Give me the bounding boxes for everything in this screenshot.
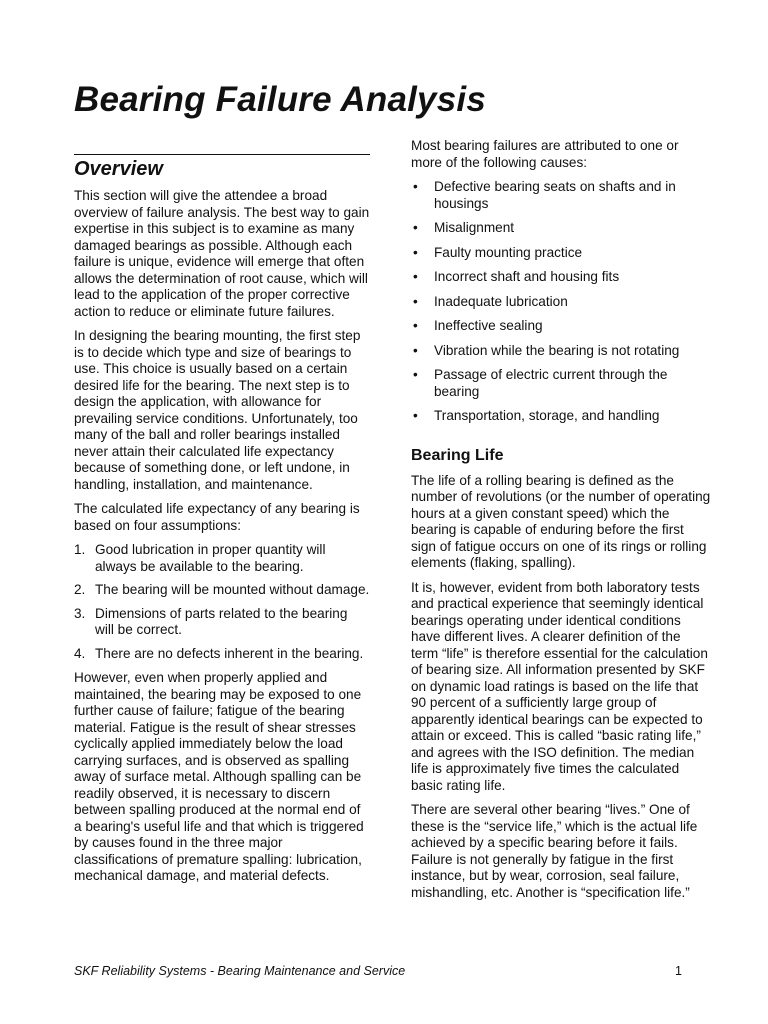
bearing-life-paragraph: The life of a rolling bearing is defined as the number of revolutions (or the number of operating hours at a given constant speed) which the bearing is capable of enduring before the first sign of fatigue occurs on one of its rings or rolling elements (flaking, spalling).: [411, 472, 711, 570]
list-item: [74, 646, 370, 663]
overview-heading: Overview: [74, 154, 370, 180]
left-column: [74, 154, 370, 893]
bullet-icon: •: [413, 318, 418, 333]
footer-text: SKF Reliability Systems - Bearing Maintenance and Service: [74, 964, 406, 978]
list-item-text: The bearing will be mounted without damage.: [95, 582, 370, 597]
list-item-text: Faulty mounting practice: [434, 244, 583, 260]
overview-paragraph: In designing the bearing mounting, the first step is to decide which type and size of bearings to use. This choice is usually based on a certain desired life for the bearing. The next step is to design the application, with allowance for prevailing service conditions. Unfortunately, too many of the ball and roller bearings installed never attain their calculated life expectancy because of something done, or left undone, in handling, installation, and maintenance.: [74, 328, 361, 492]
list-item-text: Defective bearing seats on shafts and in housings: [434, 179, 676, 211]
list-item-text: There are no defects inherent in the bearing.: [95, 645, 364, 661]
bullet-icon: •: [413, 408, 418, 423]
bearing-life-heading: Bearing Life: [411, 446, 504, 464]
document-title: Bearing Failure Analysis: [74, 80, 486, 119]
causes-list: [411, 179, 711, 425]
list-item-text: Dimensions of parts related to the bearing will be correct.: [95, 605, 348, 637]
assumptions-list: [74, 542, 370, 662]
bullet-icon: •: [413, 342, 418, 358]
list-item: [411, 318, 711, 335]
list-item: [411, 179, 711, 212]
list-item-text: Vibration while the bearing is not rotating: [434, 342, 680, 358]
list-item-text: Transportation, storage, and handling: [434, 408, 660, 423]
list-item: [74, 582, 370, 599]
list-item: [74, 542, 370, 575]
bullet-icon: •: [413, 367, 418, 382]
bullet-icon: •: [413, 293, 418, 309]
causes-intro: Most bearing failures are attributed to one or more of the following causes:: [411, 138, 679, 170]
bullet-icon: •: [413, 244, 418, 260]
list-item: [411, 220, 711, 237]
list-item: [74, 606, 370, 639]
list-item-text: Inadequate lubrication: [434, 293, 568, 309]
list-item: [411, 408, 711, 425]
page-footer: [74, 964, 682, 978]
list-item: [411, 367, 711, 400]
list-number: 2.: [74, 582, 86, 597]
bullet-icon: •: [413, 269, 418, 284]
bearing-life-paragraph: It is, however, evident from both laboratory tests and practical experience that seemingly identical bearings operating under identical conditions have different lives. A clearer definition of the term “life” is therefore essential for the calculation of bearing size. All information presented by SKF on dynamic load ratings is based on the life that 90 percent of a sufficiently large group of apparently identical bearings can be expected to attain or exceed. This is called “basic rating life,” and agrees with the ISO definition. The median life is approximately five times the calculated basic rating life.: [411, 579, 708, 793]
page-number: 1: [675, 964, 682, 978]
list-number: 3.: [74, 605, 86, 621]
list-item-text: Passage of electric current through the bearing: [434, 367, 668, 399]
overview-paragraph: This section will give the attendee a broad overview of failure analysis. The best way to gain expertise in this subject is to examine as many damaged bearings as possible. Although each failure is unique, evidence will emerge that often allows the determination of root cause, which will lead to the application of the proper corrective action to reduce or eliminate future failures.: [74, 188, 370, 319]
list-item-text: Incorrect shaft and housing fits: [434, 269, 620, 284]
overview-paragraph: However, even when properly applied and maintained, the bearing may be exposed to one further cause of failure; fatigue of the bearing material. Fatigue is the result of shear stresses cyclically applied immediately below the load carrying surfaces, and is observed as spalling away of surface metal. Although spalling can be readily observed, it is necessary to discern between spalling produced at the normal end of a bearing's useful life and that which is triggered by causes found in the three major classifications of premature spalling: lubrication, mechanical damage, and material defects.: [74, 670, 364, 883]
list-item: [411, 269, 711, 286]
list-item-text: Ineffective sealing: [434, 318, 543, 333]
bearing-life-paragraph: There are several other bearing “lives.” One of these is the “service life,” which is the actual life achieved by a specific bearing before it fails. Failure is not generally by fatigue in the first instance, but by wear, corrosion, seal failure, mishandling, etc. Another is “specification life.”: [411, 802, 698, 900]
list-number: 4.: [74, 645, 86, 661]
overview-paragraph: The calculated life expectancy of any bearing is based on four assumptions:: [74, 501, 360, 533]
list-item: [411, 343, 711, 360]
list-item: [411, 294, 711, 311]
bullet-icon: •: [413, 220, 418, 235]
list-number: 1.: [74, 542, 86, 557]
right-column: [411, 138, 711, 909]
bullet-icon: •: [413, 179, 418, 194]
list-item-text: Misalignment: [434, 220, 515, 235]
list-item-text: Good lubrication in proper quantity will always be available to the bearing.: [95, 542, 326, 574]
list-item: [411, 245, 711, 262]
